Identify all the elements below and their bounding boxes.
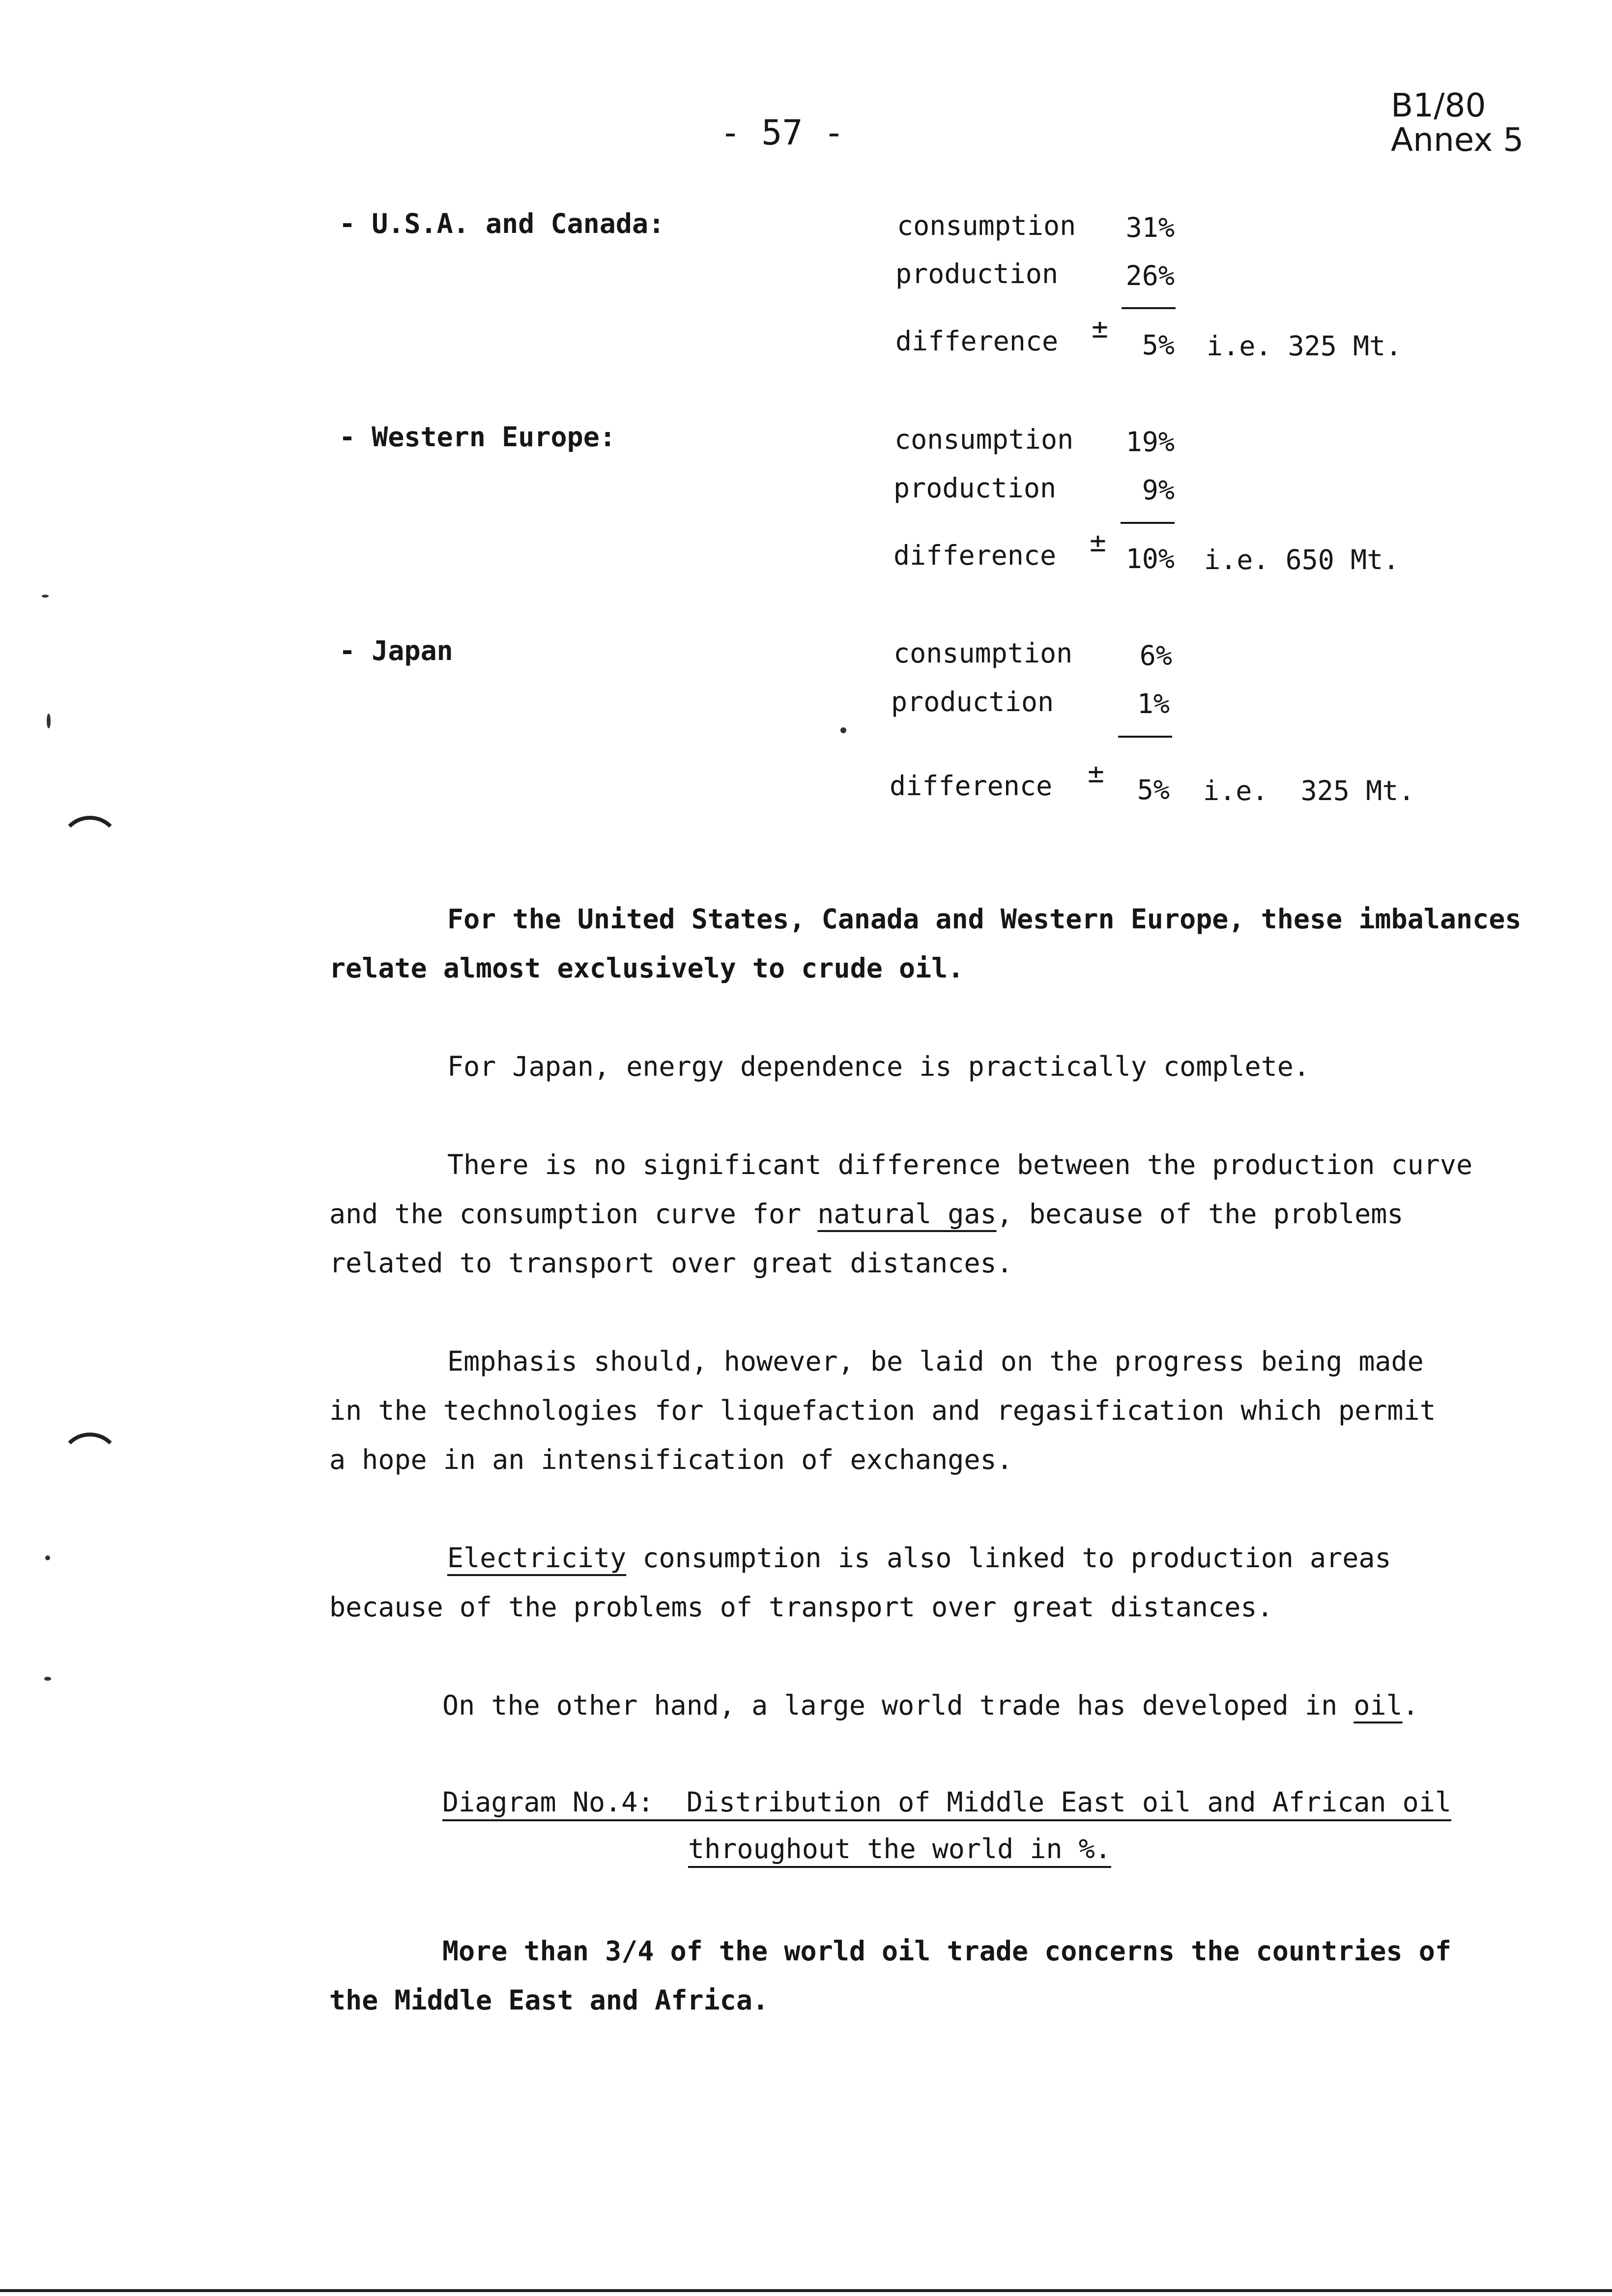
consumption-label: consumption: [897, 210, 1076, 241]
sum-rule: [1118, 736, 1172, 738]
plus-minus-sign: ±: [1092, 313, 1108, 344]
consumption-value: 19%: [1125, 426, 1175, 458]
production-value: 9%: [1142, 474, 1175, 506]
consumption-label: consumption: [894, 424, 1074, 455]
consumption-value: 31%: [1125, 212, 1175, 243]
region-name: - Japan: [339, 635, 453, 666]
page-number: - 57 -: [720, 113, 844, 153]
paragraph-line: For Japan, energy dependence is practically complete.: [447, 1051, 1310, 1082]
production-value: 1%: [1137, 688, 1170, 719]
paragraph-line: related to transport over great distances.: [329, 1247, 1013, 1279]
production-label: production: [891, 686, 1054, 718]
equivalent-amount: i.e. 325 Mt.: [1207, 330, 1402, 362]
difference-value: 10%: [1125, 543, 1175, 574]
paragraph-natural-gas: [329, 1140, 1558, 1288]
text-run: .: [1402, 1690, 1419, 1721]
sum-rule: [1122, 307, 1176, 309]
consumption-label: consumption: [893, 637, 1073, 669]
difference-label: difference: [890, 770, 1053, 802]
plus-minus-sign: ±: [1090, 526, 1106, 558]
scan-speck: [45, 1555, 50, 1560]
paragraph-line: in the technologies for liquefaction and regasification which permit: [329, 1395, 1436, 1426]
paragraph-line: [329, 1189, 1558, 1238]
region-name: - Western Europe:: [339, 421, 616, 453]
paragraph-middle-east: [329, 1926, 1558, 2025]
paragraph-line: More than 3/4 of the world oil trade concerns the countries of: [442, 1935, 1451, 1967]
caption-line: Diagram No.4: Distribution of Middle East oil and African oil: [442, 1786, 1451, 1818]
production-value: 26%: [1125, 260, 1175, 291]
production-label: production: [893, 472, 1057, 504]
text-run: and the consumption curve for: [329, 1198, 818, 1230]
difference-value: 5%: [1142, 329, 1175, 361]
paragraph-line: the Middle East and Africa.: [329, 1984, 769, 2016]
paragraph-line: For the United States, Canada and Western Europe, these imbalances: [447, 903, 1522, 935]
paragraph-imbalances: [329, 894, 1558, 993]
difference-label: difference: [895, 325, 1059, 357]
caption-line: throughout the world in %.: [688, 1833, 1111, 1865]
electricity-term: Electricity: [447, 1542, 627, 1574]
page-bottom-edge: [0, 2289, 1612, 2292]
text-run: consumption is also linked to production areas: [626, 1542, 1391, 1574]
paragraph-liquefaction: [329, 1337, 1558, 1484]
region-name: - U.S.A. and Canada:: [339, 208, 665, 239]
document-reference: B1/80: [1391, 86, 1486, 124]
difference-label: difference: [893, 540, 1057, 571]
paragraph-line: because of the problems of transport over great distances.: [329, 1591, 1273, 1623]
sum-rule: [1121, 522, 1175, 524]
paragraph-electricity: [329, 1533, 1558, 1632]
text-run: On the other hand, a large world trade has developed in: [442, 1690, 1354, 1721]
scan-mark: [59, 1433, 121, 1494]
paragraph-oil-trade: [329, 1681, 1558, 1730]
natural-gas-term: natural gas: [817, 1198, 997, 1230]
paragraph-line: Emphasis should, however, be laid on the progress being made: [447, 1346, 1424, 1377]
scan-mark: [59, 816, 121, 878]
scan-speck: [840, 727, 846, 733]
annex-label: Annex 5: [1391, 121, 1524, 159]
scan-speck: [42, 595, 49, 598]
paragraph-line: [329, 1681, 1558, 1730]
equivalent-amount: i.e. 650 Mt.: [1204, 544, 1400, 575]
text-run: , because of the problems: [996, 1198, 1404, 1230]
plus-minus-sign: ±: [1088, 757, 1104, 789]
oil-term: oil: [1353, 1690, 1403, 1721]
scan-speck: [47, 714, 51, 728]
paragraph-japan-dependence: [329, 1042, 1558, 1091]
scan-speck: [44, 1677, 51, 1681]
equivalent-amount: i.e. 325 Mt.: [1203, 775, 1415, 806]
paragraph-line: [329, 1533, 1558, 1582]
paragraph-line: relate almost exclusively to crude oil.: [329, 952, 964, 984]
paragraph-line: a hope in an intensification of exchanges.: [329, 1444, 1013, 1475]
difference-value: 5%: [1137, 774, 1170, 805]
consumption-value: 6%: [1139, 640, 1172, 671]
paragraph-line: There is no significant difference between the production curve: [447, 1149, 1473, 1180]
production-label: production: [895, 258, 1059, 289]
